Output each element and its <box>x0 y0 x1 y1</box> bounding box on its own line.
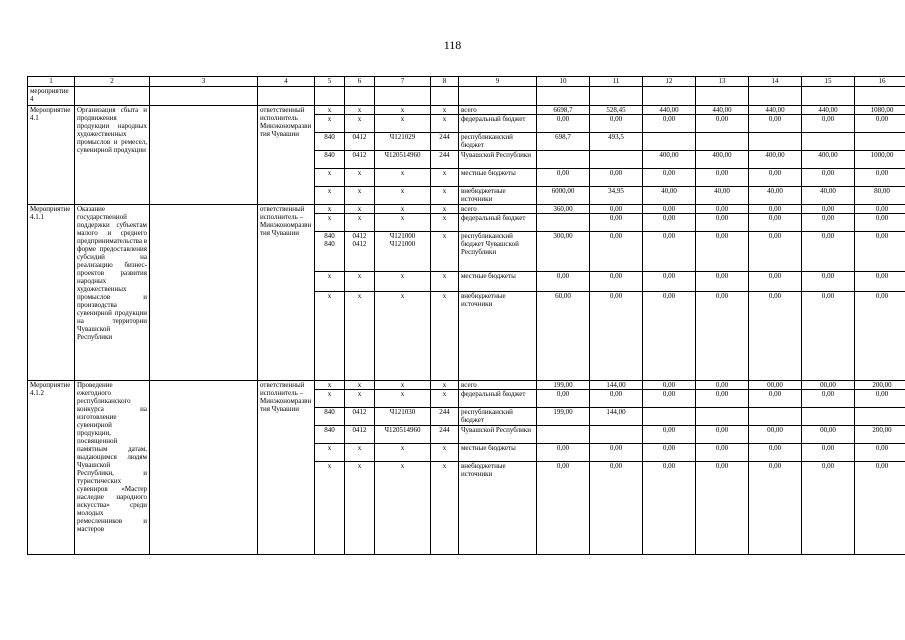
amount-cell: 440,00 <box>696 106 749 115</box>
section-title: мероприятие 4 <box>28 87 75 106</box>
amount-cell: 0,00 <box>696 444 749 462</box>
amount-cell: 40,00 <box>749 187 802 205</box>
funding-source: внебюджетные источники <box>459 462 537 555</box>
code-vr: x <box>431 115 459 133</box>
amount-cell: 0,00 <box>643 272 696 292</box>
amount-cell: 0,00 <box>802 390 855 408</box>
amount-cell: 00,00 <box>749 381 802 390</box>
amount-cell: 0,00 <box>802 169 855 187</box>
amount-cell: 0,00 <box>696 205 749 214</box>
code-section: 0412 <box>345 426 375 444</box>
event-row <box>28 205 905 214</box>
code-vr: 244 <box>431 133 459 151</box>
amount-cell <box>855 408 905 426</box>
amount-cell: 0,00 <box>802 214 855 232</box>
funding-source: местные бюджеты <box>459 444 537 462</box>
code-grbs: x <box>315 462 345 555</box>
code-section: 0412 <box>345 133 375 151</box>
amount-cell: 0,00 <box>855 169 905 187</box>
section-row <box>28 87 905 106</box>
code-vr: x <box>431 169 459 187</box>
code-grbs: x <box>315 187 345 205</box>
amount-cell: 0,00 <box>590 292 643 381</box>
event-code: Мероприятие 4.1.1 <box>28 205 75 381</box>
responsible-org: Минэкономразвития Чувашии <box>260 122 312 138</box>
amount-cell: 0,00 <box>855 232 905 272</box>
amount-cell: 0,00 <box>855 390 905 408</box>
funding-source: республиканский бюджет Чувашской Республики <box>459 232 537 272</box>
amount-cell: 0,00 <box>643 390 696 408</box>
amount-cell: 6000,00 <box>537 187 590 205</box>
amount-cell: 0,00 <box>643 214 696 232</box>
amount-cell: 0,00 <box>590 462 643 555</box>
amount-cell: 0,00 <box>855 205 905 214</box>
amount-cell: 1080,00 <box>855 106 905 115</box>
funding-source: местные бюджеты <box>459 272 537 292</box>
code-grbs: 840 840 <box>315 232 345 272</box>
code-vr: x <box>431 272 459 292</box>
responsible-role: ответственный исполнитель – <box>260 381 305 397</box>
amount-cell: 528,45 <box>590 106 643 115</box>
code-grbs: x <box>315 106 345 115</box>
header-cell: 12 <box>643 77 696 87</box>
empty-cell <box>150 381 258 555</box>
amount-cell: 0,00 <box>802 462 855 555</box>
page-number: 118 <box>443 38 462 52</box>
code-grbs: x <box>315 214 345 232</box>
code-vr: x <box>431 444 459 462</box>
code-section: x <box>345 390 375 408</box>
code-csr: Ч120514960 <box>375 151 431 169</box>
funding-source: Чувашской Республики <box>459 151 537 169</box>
funding-source: внебюджетные источники <box>459 187 537 205</box>
amount-cell: 1000,00 <box>855 151 905 169</box>
code-vr: 244 <box>431 426 459 444</box>
amount-cell: 0,00 <box>696 272 749 292</box>
code-vr: x <box>431 390 459 408</box>
funding-source: республиканский бюджет <box>459 408 537 426</box>
funding-source: всего <box>459 381 537 390</box>
amount-cell: 698,7 <box>537 133 590 151</box>
amount-cell: 0,00 <box>590 232 643 272</box>
amount-cell: 0,00 <box>855 444 905 462</box>
amount-cell: 0,00 <box>537 169 590 187</box>
code-section: x <box>345 187 375 205</box>
amount-cell: 0,00 <box>749 390 802 408</box>
amount-cell: 0,00 <box>643 292 696 381</box>
amount-cell: 0,00 <box>537 444 590 462</box>
header-cell: 8 <box>431 77 459 87</box>
event-name: Проведение ежегодного республиканского конкурса на изготовление сувенирной продукции, посвященной памятным датам, выдающимся людям Чувашской Республики, и туристических сувениров «Мастер наследие народного искусства» среди молодых ремесленников и мастеров <box>75 381 150 555</box>
code-csr: Ч120514960 <box>375 426 431 444</box>
code-grbs: x <box>315 381 345 390</box>
code-vr: x <box>431 106 459 115</box>
amount-cell: 300,00 <box>537 232 590 272</box>
amount-cell: 0,00 <box>802 292 855 381</box>
amount-cell: 0,00 <box>855 462 905 555</box>
code-vr: 244 <box>431 408 459 426</box>
amount-cell: 0,00 <box>643 462 696 555</box>
header-cell: 5 <box>315 77 345 87</box>
header-cell: 11 <box>590 77 643 87</box>
amount-cell <box>590 151 643 169</box>
funding-source: внебюджетные источники <box>459 292 537 381</box>
header-cell: 15 <box>802 77 855 87</box>
code-section: x <box>345 169 375 187</box>
code-grbs: x <box>315 292 345 381</box>
amount-cell: 00,00 <box>802 426 855 444</box>
responsible-cell <box>258 205 315 381</box>
code-grbs: 840 <box>315 408 345 426</box>
program-table <box>27 76 905 555</box>
code-grbs: x <box>315 115 345 133</box>
funding-source: федеральный бюджет <box>459 214 537 232</box>
responsible-cell <box>258 106 315 205</box>
code-grbs: 840 <box>315 151 345 169</box>
responsible-org: Минэкономразвития Чувашии <box>260 221 312 237</box>
code-csr: x <box>375 106 431 115</box>
code-csr: x <box>375 272 431 292</box>
amount-cell: 40,00 <box>696 187 749 205</box>
code-vr: x <box>431 205 459 214</box>
code-csr: x <box>375 390 431 408</box>
amount-cell <box>590 426 643 444</box>
code-csr: x <box>375 115 431 133</box>
code-csr: x <box>375 381 431 390</box>
empty-cell <box>150 205 258 381</box>
code-grbs: 840 <box>315 426 345 444</box>
code-section: x <box>345 115 375 133</box>
amount-cell: 144,00 <box>590 408 643 426</box>
amount-cell: 400,00 <box>696 151 749 169</box>
amount-cell: 0,00 <box>643 444 696 462</box>
amount-cell: 0,00 <box>643 115 696 133</box>
amount-cell: 0,00 <box>537 390 590 408</box>
funding-source: всего <box>459 106 537 115</box>
header-cell: 3 <box>150 77 258 87</box>
amount-cell: 493,5 <box>590 133 643 151</box>
amount-cell: 0,00 <box>749 444 802 462</box>
code-csr: x <box>375 169 431 187</box>
funding-source: федеральный бюджет <box>459 390 537 408</box>
header-cell: 4 <box>258 77 315 87</box>
amount-cell: 0,00 <box>802 205 855 214</box>
code-vr: x <box>431 462 459 555</box>
amount-cell: 0,00 <box>537 462 590 555</box>
amount-cell: 0,00 <box>749 214 802 232</box>
amount-cell <box>749 408 802 426</box>
amount-cell: 0,00 <box>696 381 749 390</box>
responsible-org: Минэкономразвития Чувашии <box>260 397 312 413</box>
amount-cell: 0,00 <box>696 115 749 133</box>
empty-cell <box>150 106 258 205</box>
amount-cell: 0,00 <box>802 444 855 462</box>
amount-cell: 440,00 <box>749 106 802 115</box>
code-section: 0412 <box>345 151 375 169</box>
code-section: x <box>345 205 375 214</box>
code-csr: x <box>375 444 431 462</box>
code-section: x <box>345 444 375 462</box>
header-cell: 13 <box>696 77 749 87</box>
amount-cell: 00,00 <box>749 426 802 444</box>
amount-cell: 440,00 <box>802 106 855 115</box>
amount-cell: 0,00 <box>643 169 696 187</box>
amount-cell: 0,00 <box>590 115 643 133</box>
code-section: x <box>345 272 375 292</box>
code-csr: Ч121000 Ч121000 <box>375 232 431 272</box>
code-section: x <box>345 214 375 232</box>
amount-cell: 0,00 <box>590 390 643 408</box>
amount-cell: 34,95 <box>590 187 643 205</box>
amount-cell: 0,00 <box>590 205 643 214</box>
amount-cell: 0,00 <box>696 462 749 555</box>
code-vr: x <box>431 292 459 381</box>
code-section: x <box>345 381 375 390</box>
amount-cell <box>643 408 696 426</box>
code-grbs: x <box>315 272 345 292</box>
amount-cell <box>696 408 749 426</box>
amount-cell: 0,00 <box>802 272 855 292</box>
amount-cell <box>537 151 590 169</box>
event-row <box>28 381 905 390</box>
code-grbs: x <box>315 444 345 462</box>
amount-cell <box>802 408 855 426</box>
code-vr: 244 <box>431 151 459 169</box>
amount-cell: 0,00 <box>855 292 905 381</box>
funding-source: федеральный бюджет <box>459 115 537 133</box>
header-cell: 9 <box>459 77 537 87</box>
amount-cell: 0,00 <box>855 214 905 232</box>
code-csr: x <box>375 462 431 555</box>
amount-cell <box>537 426 590 444</box>
code-vr: x <box>431 214 459 232</box>
amount-cell: 0,00 <box>590 214 643 232</box>
amount-cell <box>749 133 802 151</box>
code-vr: x <box>431 187 459 205</box>
amount-cell: 0,00 <box>802 115 855 133</box>
header-cell: 16 <box>855 77 905 87</box>
code-csr: x <box>375 187 431 205</box>
code-csr: x <box>375 205 431 214</box>
amount-cell: 40,00 <box>643 187 696 205</box>
amount-cell: 0,00 <box>855 115 905 133</box>
funding-source: всего <box>459 205 537 214</box>
code-grbs: x <box>315 390 345 408</box>
header-cell: 2 <box>75 77 150 87</box>
amount-cell: 0,00 <box>749 292 802 381</box>
amount-cell: 0,00 <box>537 272 590 292</box>
amount-cell: 0,00 <box>696 426 749 444</box>
amount-cell: 00,00 <box>802 381 855 390</box>
amount-cell: 0,00 <box>802 232 855 272</box>
event-name: Оказание государственной поддержки субъектам малого и среднего предпринимательства в форме предоставления субсидий на реализацию бизнес-проектов развития народных художественных промыслов и производства сувенирной продукции на территории Чувашской Республики <box>75 205 150 381</box>
funding-source: республиканский бюджет <box>459 133 537 151</box>
amount-cell: 400,00 <box>749 151 802 169</box>
event-name: Организация сбыта и продвижения продукции народных художественных промыслов и ремесел, сувенирной продукции <box>75 106 150 205</box>
amount-cell: 199,00 <box>537 408 590 426</box>
amount-cell: 0,00 <box>643 205 696 214</box>
responsible-role: ответственный исполнитель <box>260 106 305 122</box>
amount-cell: 0,00 <box>696 292 749 381</box>
code-section: x <box>345 292 375 381</box>
code-vr: x <box>431 232 459 272</box>
amount-cell: 0,00 <box>749 272 802 292</box>
amount-cell: 0,00 <box>855 272 905 292</box>
amount-cell <box>855 133 905 151</box>
amount-cell: 440,00 <box>643 106 696 115</box>
amount-cell: 0,00 <box>696 232 749 272</box>
header-row <box>28 77 905 87</box>
amount-cell: 0,00 <box>749 462 802 555</box>
code-vr: x <box>431 381 459 390</box>
amount-cell: 0,00 <box>643 426 696 444</box>
responsible-role: ответственный исполнитель – <box>260 205 305 221</box>
header-cell: 6 <box>345 77 375 87</box>
amount-cell: 0,00 <box>749 115 802 133</box>
code-csr: Ч121030 <box>375 408 431 426</box>
amount-cell: 144,00 <box>590 381 643 390</box>
event-code: Мероприятие 4.1 <box>28 106 75 205</box>
amount-cell: 0,00 <box>696 390 749 408</box>
code-grbs: 840 <box>315 133 345 151</box>
amount-cell: 200,00 <box>855 381 905 390</box>
code-grbs: x <box>315 169 345 187</box>
code-csr: Ч121029 <box>375 133 431 151</box>
amount-cell: 80,00 <box>855 187 905 205</box>
amount-cell: 0,00 <box>749 169 802 187</box>
event-code: Мероприятие 4.1.2 <box>28 381 75 555</box>
amount-cell: 0,00 <box>643 232 696 272</box>
code-section: 0412 <box>345 408 375 426</box>
amount-cell: 60,00 <box>537 292 590 381</box>
amount-cell: 0,00 <box>696 214 749 232</box>
code-section: x <box>345 106 375 115</box>
amount-cell: 199,00 <box>537 381 590 390</box>
amount-cell: 0,00 <box>590 169 643 187</box>
code-section: x <box>345 462 375 555</box>
amount-cell: 0,00 <box>749 232 802 272</box>
header-cell: 14 <box>749 77 802 87</box>
code-csr: x <box>375 292 431 381</box>
code-grbs: x <box>315 205 345 214</box>
header-cell: 10 <box>537 77 590 87</box>
amount-cell <box>696 133 749 151</box>
amount-cell: 0,00 <box>643 381 696 390</box>
amount-cell: 40,00 <box>802 187 855 205</box>
amount-cell: 0,00 <box>590 444 643 462</box>
amount-cell: 360,00 <box>537 205 590 214</box>
amount-cell <box>802 133 855 151</box>
header-cell: 1 <box>28 77 75 87</box>
amount-cell: 6698,7 <box>537 106 590 115</box>
amount-cell: 0,00 <box>537 115 590 133</box>
amount-cell: 200,00 <box>855 426 905 444</box>
code-section: 0412 0412 <box>345 232 375 272</box>
code-csr: x <box>375 214 431 232</box>
funding-source: местные бюджеты <box>459 169 537 187</box>
amount-cell: 400,00 <box>802 151 855 169</box>
amount-cell: 0,00 <box>696 169 749 187</box>
amount-cell: 0,00 <box>749 205 802 214</box>
amount-cell <box>643 133 696 151</box>
header-cell: 7 <box>375 77 431 87</box>
responsible-cell <box>258 381 315 555</box>
amount-cell <box>537 214 590 232</box>
funding-source: Чувашской Республики <box>459 426 537 444</box>
amount-cell: 400,00 <box>643 151 696 169</box>
amount-cell: 0,00 <box>590 272 643 292</box>
event-row <box>28 106 905 115</box>
